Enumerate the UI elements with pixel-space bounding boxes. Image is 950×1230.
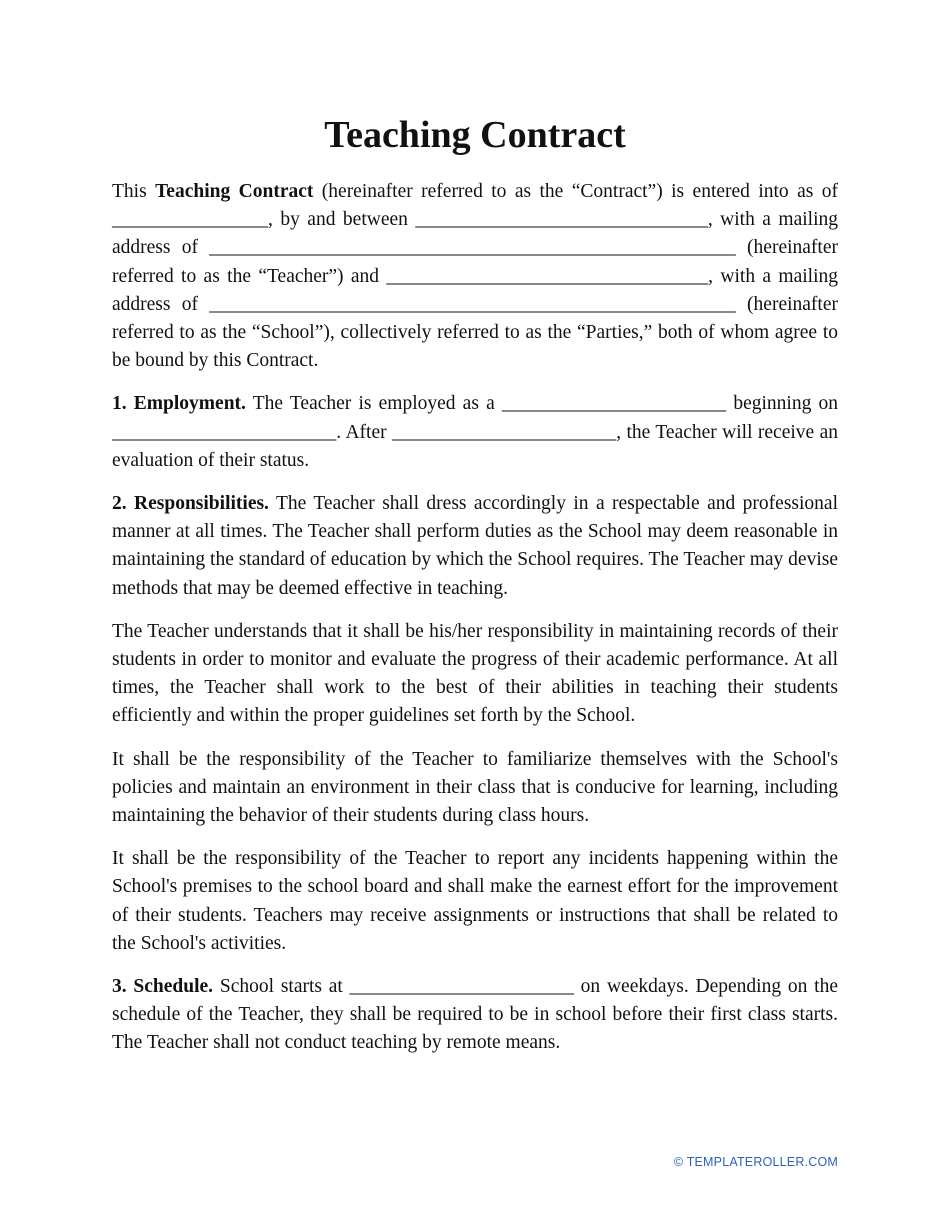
intro-text-7: (hereinafter referred to as the “School”), collectively referred to as the “Parties,” both of whom agree to be bound by this Contract.: [112, 293, 838, 372]
responsibilities-text-1: The Teacher shall dress accordingly in a respectable and professional manner at all times. The Teacher shall perform duties as the School may deem reasonable in maintaining the standard of education by which the School requires. The Teacher may devise methods that may be deemed effective in teaching.: [112, 493, 838, 599]
intro-text-4: , with a mailing address of: [112, 209, 838, 259]
responsibilities-paragraph-2: The Teacher understands that it shall be his/her responsibility in maintaining records of their students in order to monitor and evaluate the progress of their academic performance. At all times, the Teacher shall work to the best of their abilities in teaching their students efficiently and within the proper guidelines set forth by the School.: [112, 620, 838, 727]
employment-heading: 1. Employment.: [112, 393, 246, 415]
section-responsibilities: [112, 490, 838, 603]
responsibilities-heading: 2. Responsibilities.: [112, 493, 269, 515]
intro-text-1: This: [112, 181, 156, 202]
schedule-heading: 3. Schedule.: [112, 976, 214, 998]
intro-text-3: , by and between: [268, 209, 416, 231]
employment-text-4: , the Teacher will receive an evaluation of their status.: [112, 421, 838, 471]
footer-site-link[interactable]: TEMPLATEROLLER.COM: [686, 1155, 838, 1169]
evaluation-period-blank[interactable]: _______________________: [391, 421, 617, 443]
section-schedule: [112, 973, 838, 1058]
intro-text-5: (hereinafter referred to as the “Teacher”) and: [112, 237, 838, 287]
employment-text-1: The Teacher is employed as a: [245, 393, 502, 415]
copyright-symbol: ©: [673, 1155, 684, 1169]
intro-paragraph: [112, 178, 838, 375]
employment-text-2: beginning on: [726, 393, 838, 415]
intro-text-6: , with a mailing address of: [112, 265, 839, 315]
section-employment: [112, 390, 838, 475]
responsibilities-paragraph-4: It shall be the responsibility of the Teacher to report any incidents happening within the School's premises to the school board and shall make the earnest effort for the improvement of their students. Teachers may receive assignments or instructions that shall be related to the School's activities.: [112, 848, 838, 954]
position-blank[interactable]: _______________________: [501, 393, 727, 415]
document-title: Teaching Contract: [324, 114, 626, 156]
schedule-text-1: School starts at: [213, 976, 350, 998]
schedule-text-2: on weekdays. Depending on the schedule of the Teacher, they shall be required to be in school before their first class starts. The Teacher shall not conduct teaching by remote means.: [112, 976, 838, 1054]
school-address-blank[interactable]: ______________________________________________________: [209, 293, 736, 315]
employment-text-3: . After: [336, 421, 392, 443]
school-name-blank[interactable]: _________________________________: [386, 265, 709, 287]
document-page: [112, 110, 838, 1073]
start-time-blank[interactable]: _______________________: [349, 976, 574, 998]
responsibilities-paragraph-3: It shall be the responsibility of the Teacher to familiarize themselves with the School's policies and maintain an environment in their class that is conducive for learning, including maintaining the behavior of their students during class hours.: [112, 748, 838, 827]
footer-credit: [674, 1155, 838, 1169]
intro-text-2: (hereinafter referred to as the “Contract”) is entered into as of: [313, 181, 838, 202]
teacher-address-blank[interactable]: ______________________________________________________: [209, 237, 736, 259]
teacher-name-blank[interactable]: ______________________________: [415, 209, 708, 231]
date-blank[interactable]: ________________: [112, 209, 268, 231]
intro-bold-title: Teaching Contract: [155, 181, 314, 202]
start-date-blank[interactable]: _______________________: [112, 421, 337, 443]
